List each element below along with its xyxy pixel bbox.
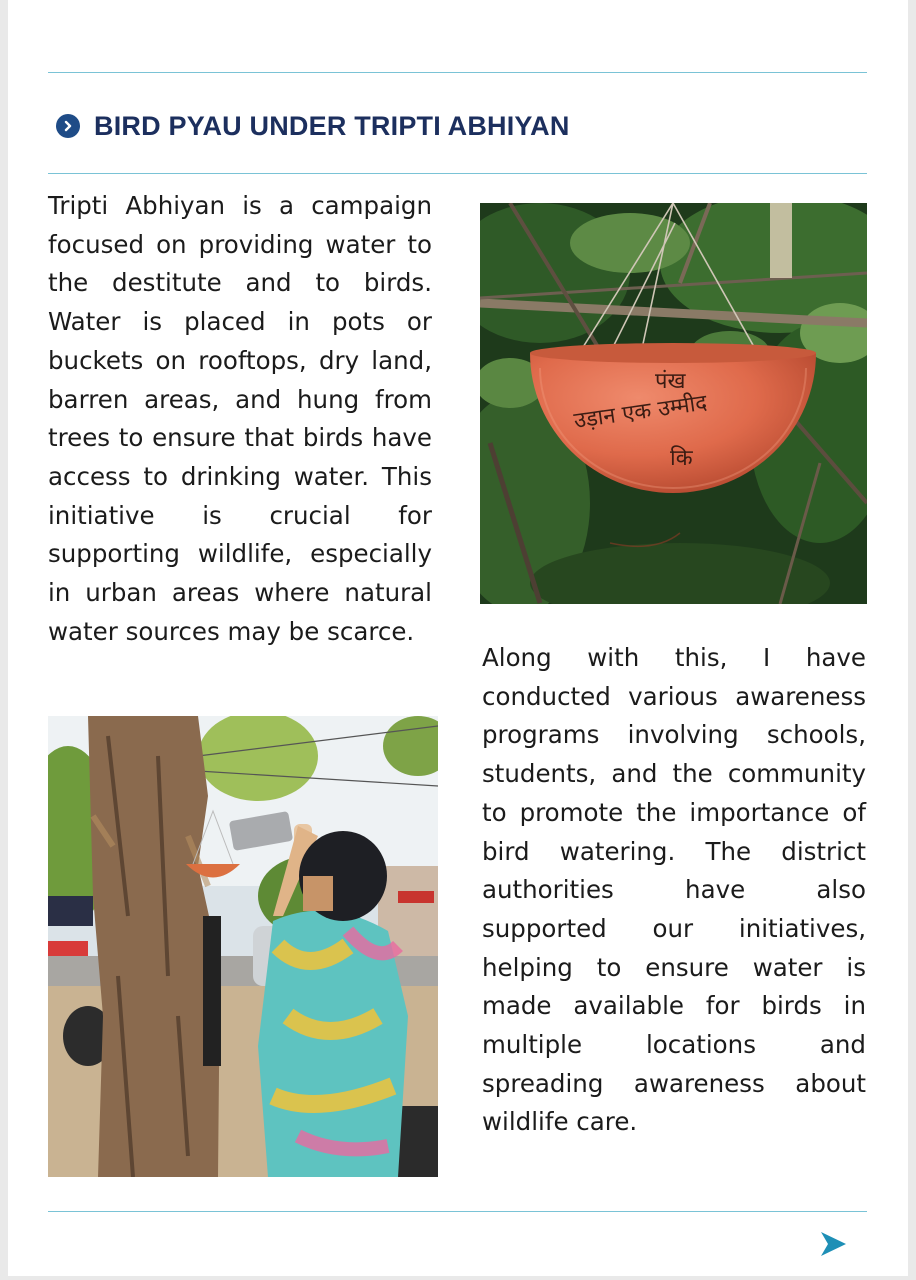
heading-divider: [48, 173, 867, 174]
pot-inscription-3: कि: [670, 446, 693, 471]
tree-watering-photo: [48, 716, 438, 1177]
document-page: [8, 0, 908, 1276]
pot-inscription-2: उड़ान एक उम्मीद: [572, 390, 709, 434]
next-page-arrow-icon[interactable]: [818, 1230, 848, 1258]
top-divider: [48, 72, 867, 73]
section-title: BIRD PYAU UNDER TRIPTI ABHIYAN: [94, 110, 570, 141]
intro-paragraph: Tripti Abhiyan is a campaign focused on providing water to the destitute and to birds. Water is placed in pots or buckets on rooftops, dry land, barren areas, and hung from trees to ensure that birds have access to drinking water. This initiative is crucial for supporting wildlife, especially in urban areas where natural water sources may be scarce.: [48, 191, 432, 646]
hanging-pot-photo: [480, 203, 867, 604]
section-heading: [56, 106, 570, 146]
bottom-divider: [48, 1211, 867, 1212]
pot-inscription-1: पंख: [655, 369, 686, 394]
chevron-right-circle-icon: [56, 114, 80, 138]
awareness-paragraph: Along with this, I have conducted various awareness programs involving schools, students, and the community to promote the importance of bird watering. The district authorities have also supported our initiatives, helping to ensure water is made available for birds in multiple locations and spreading awareness about wildlife care.: [482, 643, 866, 1137]
